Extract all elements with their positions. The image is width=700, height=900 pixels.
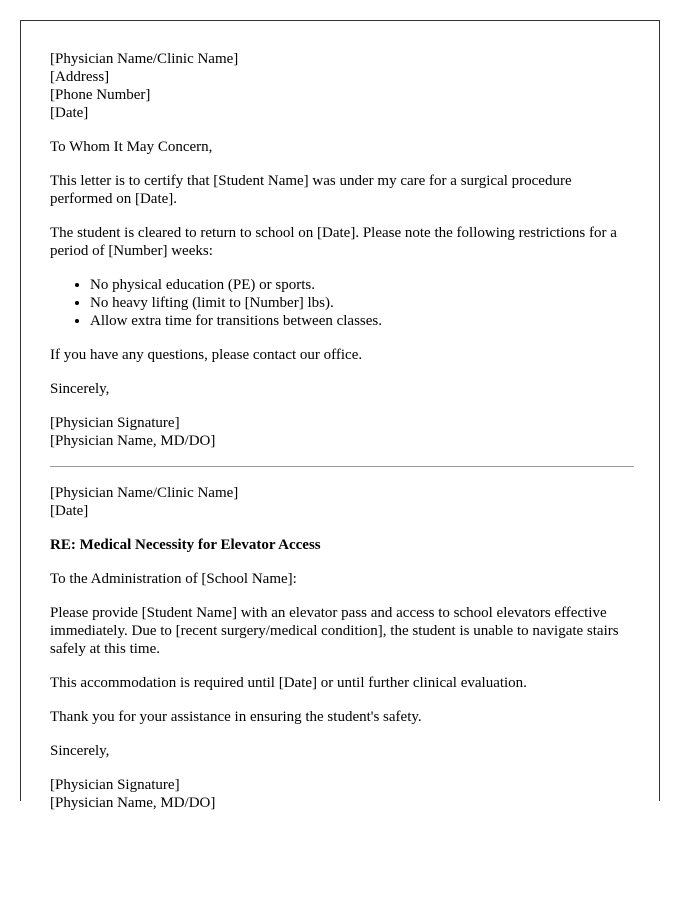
letter2-salutation: To the Administration of [School Name]:: [50, 571, 297, 587]
letter1-header: [50, 50, 634, 122]
list-item: • Allow extra time for transitions between classes.: [90, 312, 634, 330]
list-item: • No heavy lifting (limit to [Number] lbs).: [90, 294, 634, 312]
letter2-header: [50, 484, 634, 520]
letter1-clinic-name: [Physician Name/Clinic Name]: [50, 51, 239, 67]
letter1-closing: Sincerely,: [50, 381, 110, 397]
letter2-closing: Sincerely,: [50, 743, 110, 759]
letter2-signature: [Physician Signature]: [50, 777, 180, 793]
letter2-physician-name: [Physician Name, MD/DO]: [50, 795, 216, 811]
list-item: • No physical education (PE) or sports.: [90, 276, 634, 294]
letter2-paragraph-1: Please provide [Student Name] with an elevator pass and access to school elevators effective immediately. Due to [recent surgery/medical condition], the student is unable to navigate stairs safely at this time.: [50, 605, 619, 657]
letter2-date: [Date]: [50, 503, 89, 519]
letter1-signature-block: [50, 414, 634, 450]
letter1-phone: [Phone Number]: [50, 87, 151, 103]
letter2-paragraph-2: This accommodation is required until [Date] or until further clinical evaluation.: [50, 675, 527, 691]
letter1-paragraph-3: If you have any questions, please contact our office.: [50, 347, 363, 363]
letter2-signature-block: [50, 776, 634, 812]
letter2-subject: RE: Medical Necessity for Elevator Access: [50, 537, 321, 553]
letter2-paragraph-3: Thank you for your assistance in ensuring the student's safety.: [50, 709, 422, 725]
letter1-signature: [Physician Signature]: [50, 415, 180, 431]
letter1-physician-name: [Physician Name, MD/DO]: [50, 433, 216, 449]
letter-divider: [50, 466, 634, 467]
letter1-date: [Date]: [50, 105, 89, 121]
letter1-address: [Address]: [50, 69, 110, 85]
document-page: [20, 20, 660, 811]
letter1-paragraph-2: The student is cleared to return to school on [Date]. Please note the following restrictions for a period of [Number] weeks:: [50, 225, 617, 259]
letter2-clinic-name: [Physician Name/Clinic Name]: [50, 485, 239, 501]
letter1-salutation: To Whom It May Concern,: [50, 139, 213, 155]
document-content: [50, 50, 634, 828]
letter1-paragraph-1: This letter is to certify that [Student Name] was under my care for a surgical procedure performed on [Date].: [50, 173, 572, 207]
restrictions-list: [50, 276, 634, 330]
